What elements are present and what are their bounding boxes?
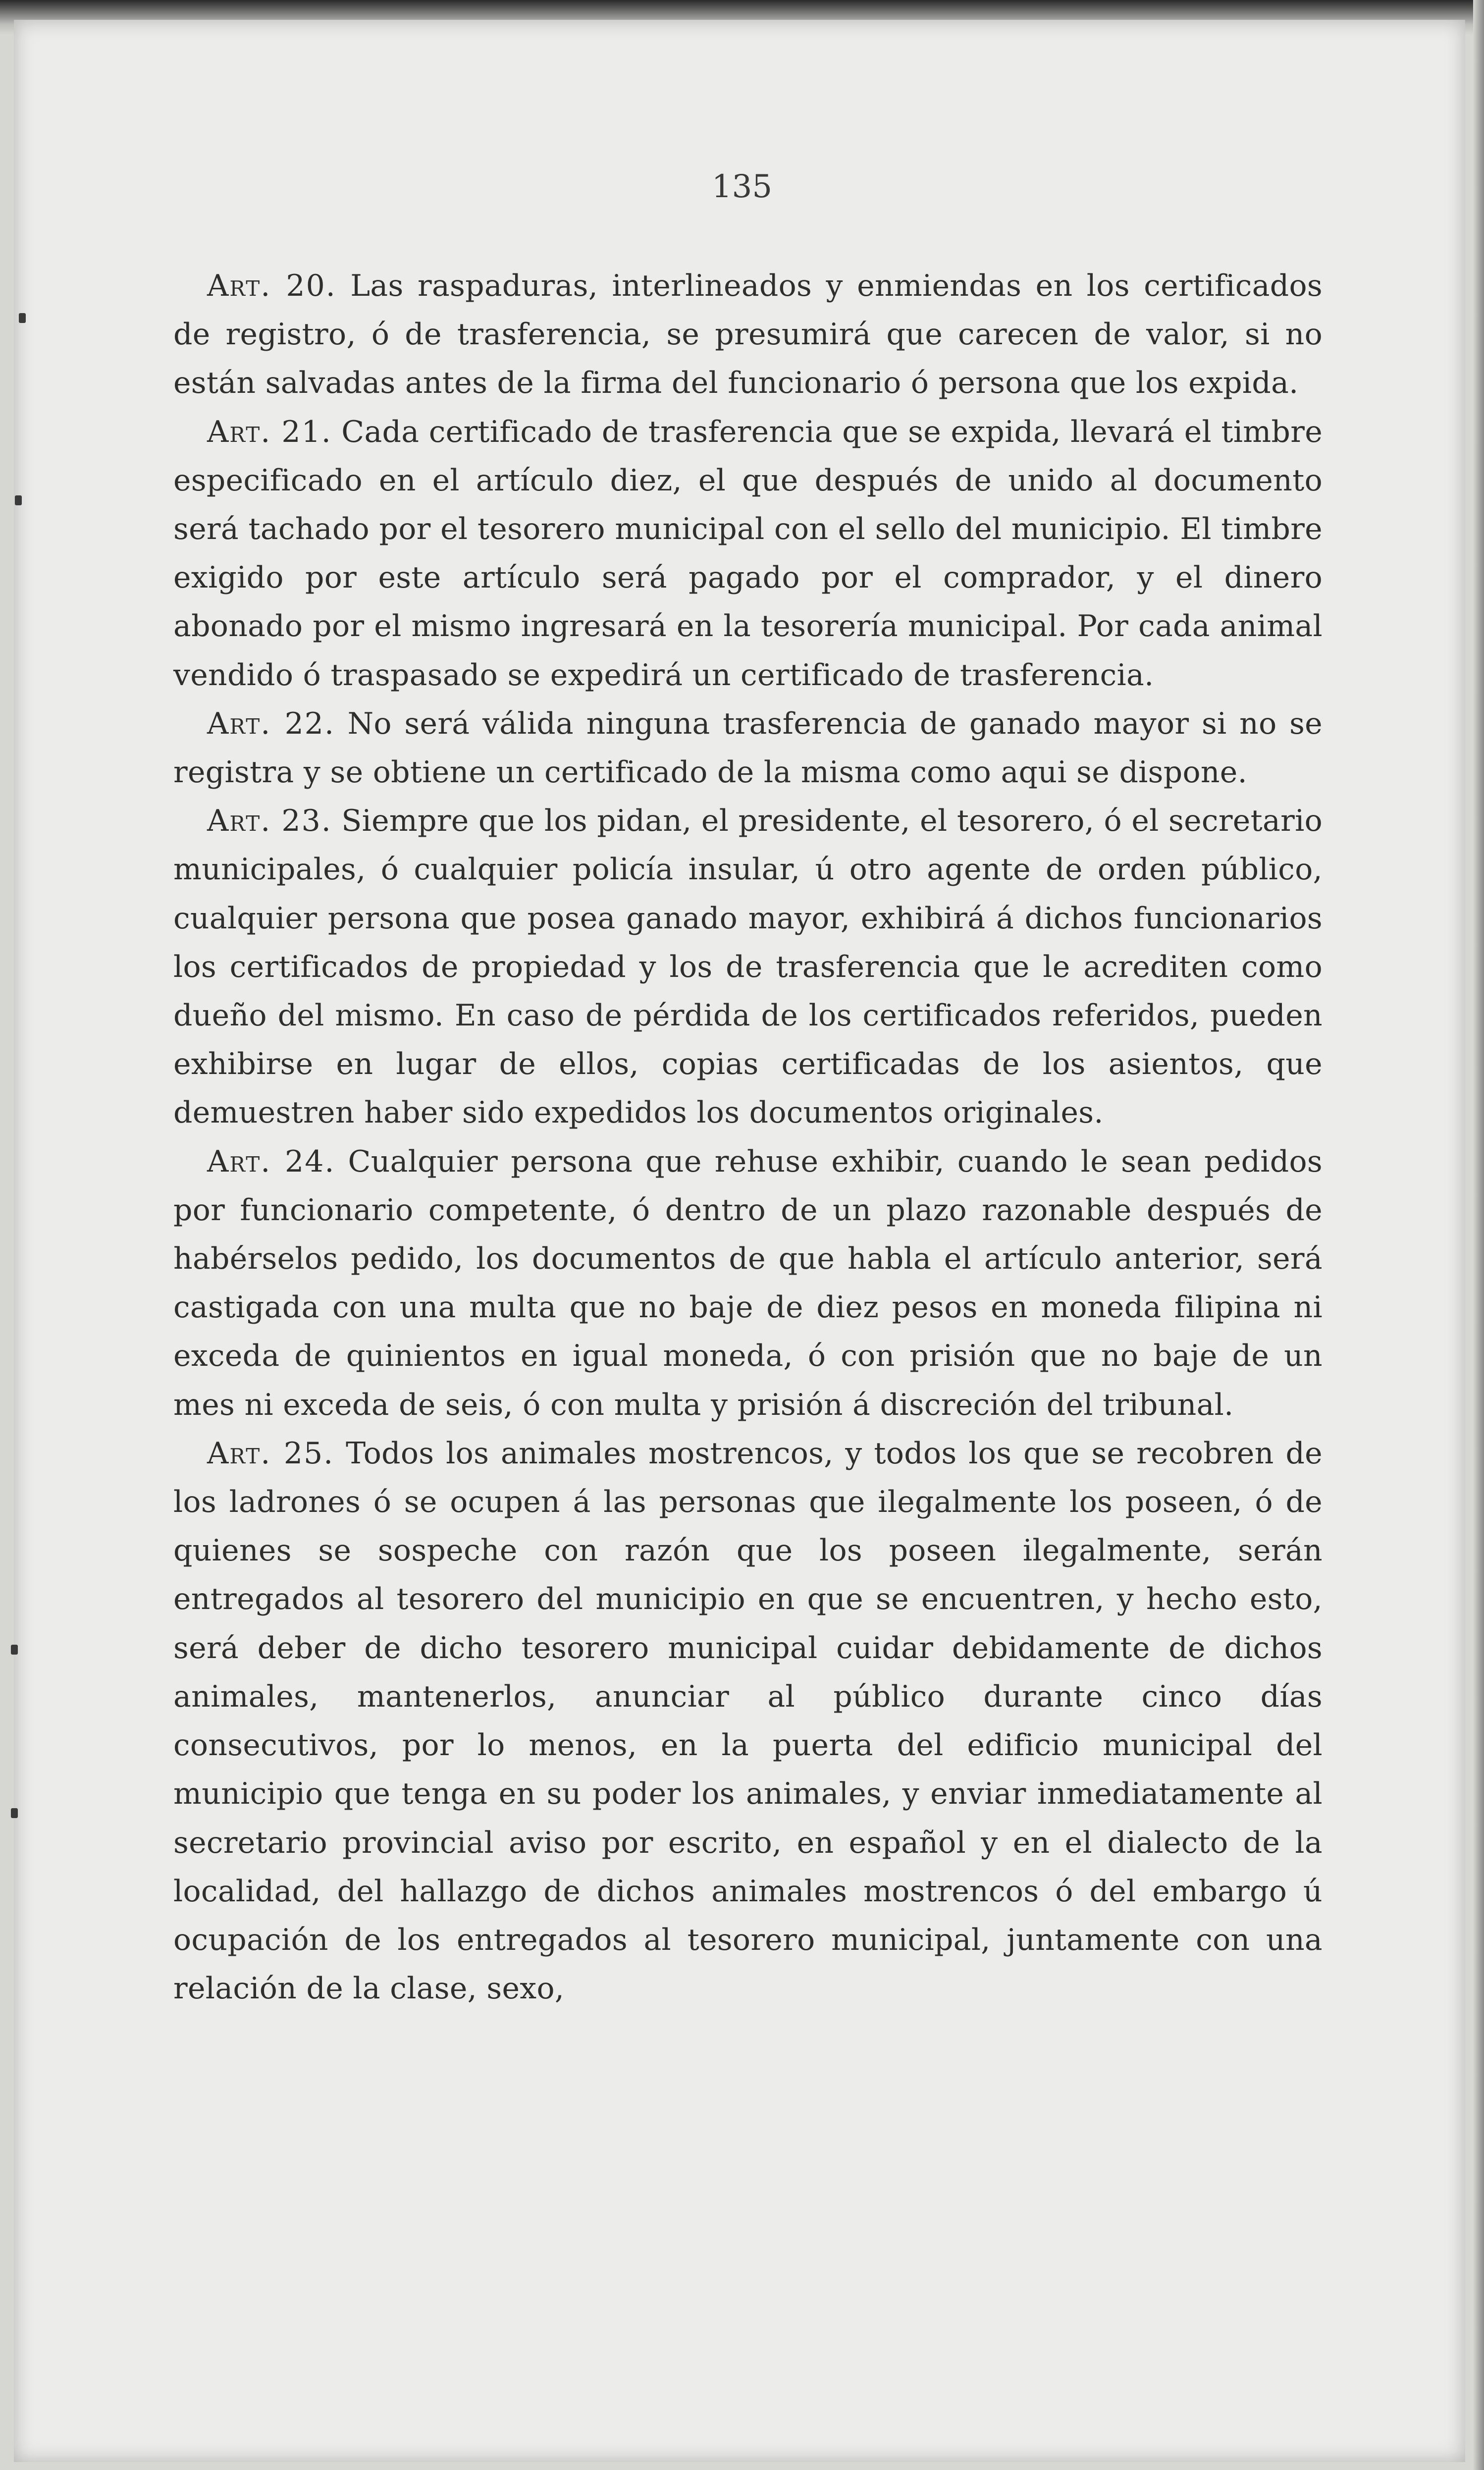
article-21 [173, 408, 1323, 699]
article-label: Art. 21. [207, 414, 332, 449]
margin-mark [15, 495, 22, 505]
article-text: Todos los animales mostrencos, y todos los que se recobren de los ladrones ó se ocupen á las personas que ilegalmente los poseen, ó de quienes se sospeche con razón que los poseen ilegalmente, serán entregados al tesorero del municipio en que se encuentren, y hecho esto, será deber de dicho tesorero municipal cuidar debidamente de dichos animales, mantenerlos, anunciar al público durante cinco días consecutivos, por lo menos, en la puerta del edificio municipal del municipio que tenga en su poder los animales, y enviar inmediatamente al secretario provincial aviso por escrito, en español y en el dialecto de la localidad, del hallazgo de dichos animales mostrencos ó del embargo ú ocupación de los entregados al tesorero municipal, juntamente con una relación de la clase, sexo, [173, 1436, 1323, 2006]
article-text: Las raspaduras, interlineados y enmiendas en los certificados de registro, ó de trasferencia, se presumirá que carecen de valor, si no están salvadas antes de la firma del funcionario ó persona que los expida. [173, 268, 1323, 401]
article-text: No será válida ninguna trasferencia de ganado mayor si no se registra y se obtiene un certificado de la misma como aqui se dispone. [173, 706, 1323, 790]
article-label: Art. 24. [207, 1144, 335, 1179]
page-body [173, 262, 1323, 2013]
margin-mark [11, 1645, 18, 1655]
scan-edge-right [1473, 0, 1484, 2470]
article-text: Siempre que los pidan, el presidente, el tesorero, ó el secretario municipales, ó cualquier policía insular, ú otro agente de orden público, cualquier persona que posea ganado mayor, exhibirá á dichos funcionarios los certificados de propiedad y los de trasferencia que le acrediten como dueño del mismo. En caso de pérdida de los certificados referidos, pueden exhibirse en lugar de ellos, copias certificadas de los asientos, que demuestren haber sido expedidos los documentos originales. [173, 804, 1323, 1130]
article-24 [173, 1137, 1323, 1429]
page-number: 135 [711, 168, 773, 205]
article-23 [173, 797, 1323, 1137]
article-20 [173, 262, 1323, 408]
margin-mark [19, 313, 26, 323]
article-25 [173, 1429, 1323, 2013]
article-22 [173, 699, 1323, 797]
article-label: Art. 23. [207, 804, 332, 839]
article-text: Cada certificado de trasferencia que se expida, llevará el timbre especificado en el artículo diez, el que después de unido al documento será tachado por el tesorero municipal con el sello del municipio. El timbre exigido por este artículo será pagado por el comprador, y el dinero abonado por el mismo ingresará en la tesorería municipal. Por cada animal vendido ó traspasado se expedirá un certificado de trasferencia. [173, 414, 1323, 693]
article-label: Art. 25. [207, 1436, 334, 1471]
article-text: Cualquier persona que rehuse exhibir, cuando le sean pedidos por funcionario competente, ó dentro de un plazo razonable después de habérselos pedido, los documentos de que habla el artículo anterior, será castigada con una multa que no baje de diez pesos en moneda filipina ni exceda de quinientos en igual moneda, ó con prisión que no baje de un mes ni exceda de seis, ó con multa y prisión á discreción del tribunal. [173, 1144, 1323, 1422]
margin-mark [11, 1808, 18, 1818]
article-label: Art. 22. [207, 706, 335, 741]
article-label: Art. 20. [207, 268, 336, 303]
